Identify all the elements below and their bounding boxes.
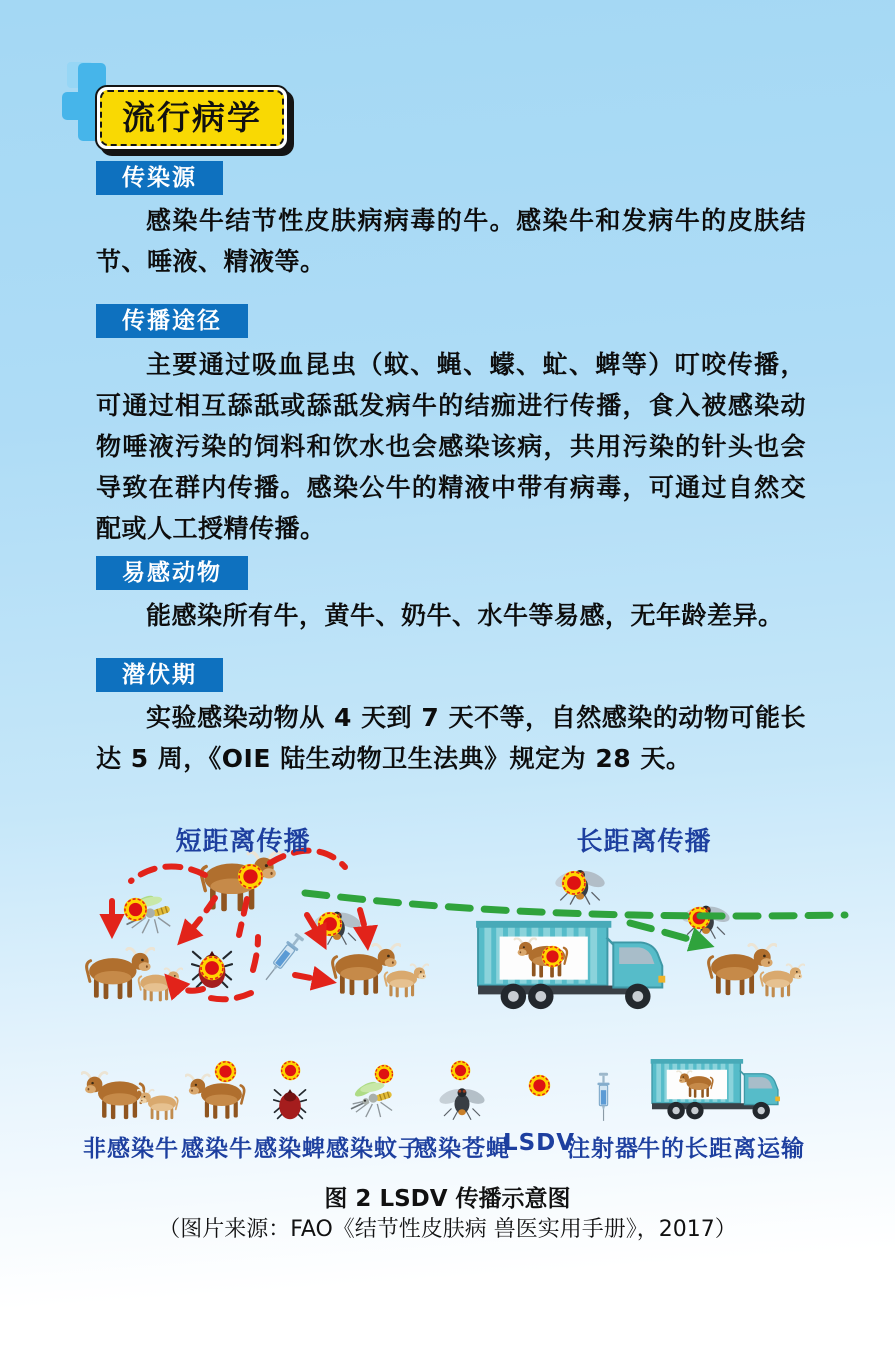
legend-item: 感染牛 [181, 1048, 253, 1163]
cow-with-calf-icon [327, 939, 433, 1001]
lsdv-spot-icon [237, 863, 264, 890]
transmission-diagram [55, 815, 845, 1050]
cattle-transport-truck-icon [649, 1048, 793, 1122]
paragraph-infection-source: 感染牛结节性皮肤病病毒的牛。感染牛和发病牛的皮肤结节、唾液、精液等。 [96, 206, 806, 276]
cattle-transport-truck-icon [475, 915, 683, 1013]
infected-tick-icon [272, 1048, 308, 1122]
legend-item: 注射器 [567, 1048, 639, 1163]
section-header-transmission-routes: 传播途径 [96, 304, 248, 338]
infected-cow-icon [195, 851, 281, 913]
legend-item: 感染苍蝇 [414, 1048, 510, 1163]
calf-icon [135, 967, 183, 1003]
paragraph-incubation-period: 实验感染动物从 4 天到 7 天不等，自然感染的动物可能长达 5 周，《OIE 陆生动物卫生法典》规定为 28 天。 [96, 703, 806, 773]
lsdv-spot-icon [317, 911, 343, 937]
red-dashes-tick-up [253, 937, 258, 970]
legend-item: 感染蜱 [254, 1048, 326, 1163]
legend-item: 感染蚊子 [326, 1048, 422, 1163]
legend-item: LSDV [503, 1048, 575, 1156]
syringe-icon [591, 1048, 615, 1122]
cow-with-calf-icon [703, 939, 809, 1001]
infected-mosquito-icon [123, 889, 179, 939]
page-title-badge [95, 85, 289, 151]
infected-tick-icon [191, 945, 233, 991]
figure-source: （图片来源：FAO《结节性皮肤病 兽医实用手册》，2017） [158, 1217, 737, 1242]
figure-caption: 图 2 LSDV 传播示意图 [324, 1186, 571, 1212]
lsdv-spot-icon [280, 1060, 301, 1081]
lsdv-spot-icon [199, 955, 225, 981]
red-dashed-arc [131, 866, 205, 881]
calf-icon [381, 963, 429, 999]
short-distance-label: 短距离传播 [175, 827, 311, 857]
lsdv-spot-icon [123, 897, 148, 922]
lsdv-spot-icon [214, 1060, 237, 1083]
infected-fly-icon [553, 861, 607, 907]
legend-item: 牛的长距离运输 [637, 1048, 805, 1163]
legend-item: 非感染牛 [81, 1048, 181, 1163]
red-dashes-under-tick [201, 993, 251, 999]
page-title: 流行病学 [100, 90, 284, 146]
lsdv-spot-icon [687, 906, 711, 930]
paragraph-transmission-routes: 主要通过吸血昆虫（蚊、蝇、蠓、虻、蜱等）叮咬传播，可通过相互舔舐或舔舐发病牛的结痂进行传播，食入被感染动物唾液污染的饲料和饮水也会感染该病，共用污染的针头也会导致在群内传播。感染公牛的精液中带有病毒，可通过自然交配或人工授精传播。 [96, 350, 806, 543]
lsdv-spot-icon [541, 945, 564, 968]
infected-cow-icon [184, 1048, 250, 1122]
section-header-susceptible-animals: 易感动物 [96, 556, 248, 590]
lsdv-spot-icon [561, 870, 587, 896]
red-arrow-syringe-to-cows [295, 975, 327, 981]
lsdv-spot-icon [374, 1064, 394, 1084]
lsdv-spot-icon [526, 1048, 552, 1122]
infected-fly-icon [437, 1048, 487, 1122]
infected-mosquito-icon [346, 1048, 402, 1122]
cow-with-calf-icon [81, 943, 187, 1005]
section-header-infection-source: 传染源 [96, 161, 223, 195]
section-header-incubation-period: 潜伏期 [96, 658, 223, 692]
long-distance-label: 长距离传播 [576, 827, 712, 857]
calf-icon [757, 963, 805, 999]
paragraph-susceptible-animals: 能感染所有牛，黄牛、奶牛、水牛等易感，无年龄差异。 [146, 601, 784, 630]
lsdv-spot-icon [450, 1060, 471, 1081]
syringe-icon [256, 928, 311, 988]
infected-fly-icon [680, 897, 732, 941]
cow-with-calf-icon [81, 1048, 181, 1122]
